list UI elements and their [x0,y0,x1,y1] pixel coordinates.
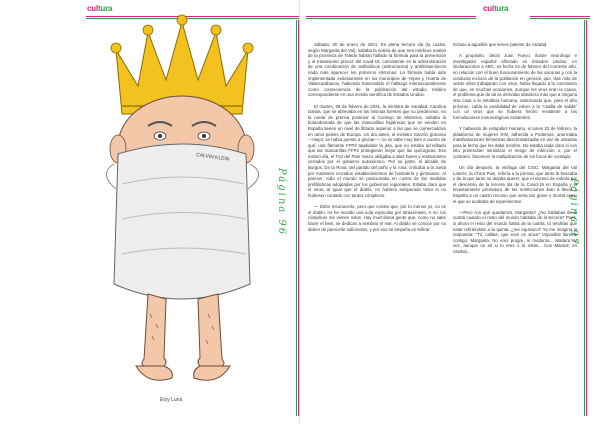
top-rule-green-right [530,18,590,19]
side-rule-pink [586,20,587,416]
side-rule-green [584,20,585,416]
text-column-left [308,42,446,238]
paragraph: incluso a aquellos que tienen patente de caridad. [453,42,548,47]
paragraph: A propósito, decía Juan Fueyo, ilustre neurólogo e investigador español afincado en Estados Unidos, en declaraciones a ABC, en fecha 22 de febrero del corriente año, en relación con el buen funcionamiento de las vacunas y con la conducta incívica de la población en general, que, tras más de veinte años trabajando con virus, había llegado a la conclusión de que, en muchas ocasiones, aunque los virus eran la causa, el problema que de tal se derivaba obedecía más que a ninguna otra cosa a la estulticia humana, vaticinando que, para el año próximo, cabía la posibilidad de volver a la "casilla de salida" con un virus que se hubiera hecho resistente a las formulaciones inmunológicas existentes. [453,53,577,120]
paragraph: Y habiendo de estupidez humana, el lunes 22 de febrero, la plataforma de mujeres 8-M, adherida a Podemos, anunciaba manifestaciones feministas descentralizadas en vez de unitarias para la fecha que les daba nombre. No estaba nada claro si con ello pretendían minimizar el riesgo de infección o, por el contrario, favorecer la multiplicación de los focos de contagio. [453,125,577,159]
caricature-illustration [78,14,288,422]
text-column-right [453,42,577,260]
illustration-credit: Eloy Luna [160,397,183,403]
top-rule-pink-right [530,16,590,17]
mask-label: CALVIN KLEIN [195,152,230,163]
page-number: Página 97 [568,178,579,247]
paragraph: —Pero con qué quedamos, Margarita? ¿No hablabas de la cuarta cuando el resto del mundo hablaba de la tercera? Pues, si ahora el resto del mundo había de la cuarta, tú tendrías que estar refiriéndote a la quinta, ¿me equivoco? Ya me imagino la respuesta: "Tú, callate, que eres un virus!" Imposible llamme contigo, Margarita. No eres progre, ni modorna... Madura tal vez, aunque no sé si lo eres o lo estás... Con Marisol, en cambio... [453,209,577,254]
paragraph: — Debo reconocerlo, pero que conste que, por lo menos yo, no sé el diablo, no he movido una sola espículas por atrasérmelo. A mí, los cómplices me vienen solos. Hay muchísima gente que, como no sabe hacer el bien, se dedican a sembrar el mal. Al diablo se conoce por no deben de parecerle suficientes, y por eso se empeña en teñirar [308,204,446,232]
logo-part-tura: tura [493,4,509,13]
logo-part-cul: cul [87,4,98,13]
side-rule-green [296,20,297,416]
face-mask-icon [106,144,258,299]
right-page [300,0,600,424]
paragraph: El martes, 09 de febrero de 2021, la ministra de Sanidad, Carolina Darias, que se abrevaba en las mismas fuentes que su predecesor, en la rueda de prensa posterior al Consejo de Ministros, soltaba la bolaodronada de que las mascarillas higiénicas que se venden en España tienen un nivel de filtrado superior a las que se comercializan en otros países de Europa. Un día antes, el ministro Garzón gracioso —mejor, se había puesto a graciar—, no se sabe muy bien a cuento de qué, una flamante FFP2 taqdodole la jeta, que no estaba acreditado que las mascarillas FFP2 protegieran mejor que las quirúrgicas. Ese mismo día, el TSJ del País Vasco obligaba a abrir bares y restaurantes cerrados por el gobierno autonómico. Por su parte, el alcalde de Burgos, De la Rosa, del partido del puño y la rosa, criticaba a la Junta por mantener cerrados establecimientos de hostelería y gimnasios. Al parecer, todo el mundo se posicionaba en contra de las medidas profilácticas adoptadas por los gobiernos regionales. Estaba claro que el virus, al igual que el diablo, no hubiera anisperado tanto si no hubiesen contado con tantos cómplices. [308,103,446,199]
paragraph: Sábado, 30 de enero de 2021. En plena tercera ola (la cuarta, según Margarita del Val), saltaba la noticia de que tres médicos rurales de la provincia de Toledo habían hallado la fórmula para la prevención y el tratamiento precoz del covid-19, consistente en la administración de una combinación de antibióticos (azitromicina) y antihistamínicos nada más aparecer los primeros síntomas. La fórmula había sido implementada exitosamente en los municipios de Yepes y Huerta de Valdecarábanos, habiendo trascendido el hallazgo internacionalmente como consecuencia de la publicación del estudio médico correspondiente en una revista científica de Estados Unidos. [308,42,446,98]
logo-part-tura: tura [97,4,113,13]
page-number: Página 96 [276,168,287,237]
paragraph: Un día después, la viróloga del CSIC, Margarita del Val Latorre, la Chica Puni, refería a la prensa, que tanto la buscaba y de la que tanto se dejaba querer, que el exceso de euforia por el descenso de la tercera ola de la Covid-19 en España y el levantamiento prematuro de las restricciones iban a llevar a España a un cuarto recurso que sería tan grave y mortal como el que se acababa de experimentar. [453,165,577,204]
magazine-logo [483,4,508,13]
magazine-logo [87,4,112,13]
top-rule-green [306,18,476,19]
top-rule-pink [306,16,476,17]
logo-part-cul: cul [483,4,494,13]
